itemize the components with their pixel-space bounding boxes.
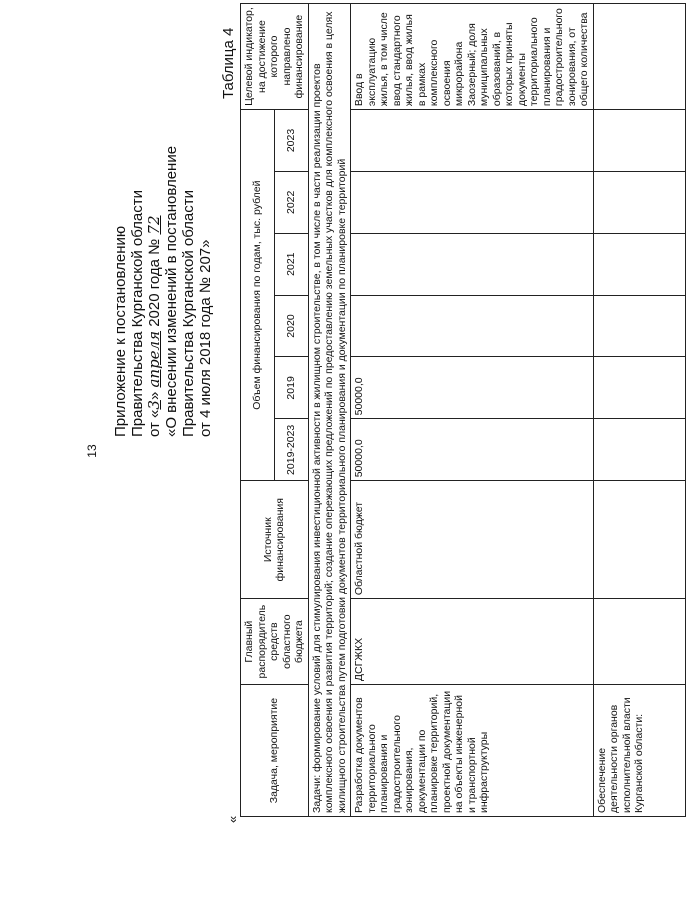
header-year: 2023 bbox=[274, 110, 308, 172]
cell-value bbox=[351, 233, 594, 295]
header-year: 2019-2023 bbox=[274, 419, 308, 481]
cell-value: 50000,0 bbox=[351, 357, 594, 419]
task-row: Задачи: формирование условий для стимулирования инвестиционной активности в жилищном строительстве, в том числе в части реализации проектов комплексного освоения и развития территорий; создание опережающих предложений по предоставлению земельных участков для комплексного освоения в целях жилищного строительства путем подготовки документов территориального планирования и документации по планировке территорий bbox=[308, 4, 351, 817]
cell-source bbox=[593, 481, 685, 599]
cell-indicator: Ввод в эксплуатацию жилья, в том числе ввод стандартного жилья, ввод жилья в рамках комплексного освоения микрорайона Заозерный; доля муниципальных образований, в которых приняты документы территориального планирования и градостроительного зонирования, от общего количества bbox=[351, 4, 594, 110]
table-caption: Таблица 4 bbox=[220, 27, 237, 99]
handwritten-number: 72 bbox=[145, 215, 163, 235]
handwritten-day: 3 bbox=[145, 400, 163, 410]
handwritten-month: апреля bbox=[145, 330, 163, 388]
cell-value bbox=[593, 357, 685, 419]
cell-value bbox=[351, 295, 594, 357]
opening-quote: « bbox=[225, 815, 240, 823]
header-line: от 4 июля 2018 года № 207» bbox=[197, 239, 214, 437]
cell-value bbox=[593, 233, 685, 295]
cell-value: 50000,0 bbox=[351, 419, 594, 481]
header-line: Приложение к постановлению bbox=[112, 225, 129, 437]
header-manager: Главный распорядитель средств областного бюджета bbox=[241, 599, 309, 685]
table-row bbox=[351, 4, 594, 817]
header-line-date: от «3» апреля 2020 года № 72 bbox=[145, 215, 163, 437]
header-volume: Объем финансирования по годам, тыс. рублей bbox=[241, 110, 275, 481]
financing-table bbox=[240, 3, 686, 817]
header-year: 2021 bbox=[274, 233, 308, 295]
cell-task: Разработка документов территориального планирования и градостроительного зонирования, документации по планировке территорий, проектной документации на объекты инженерной и транспортной инфраструктуры bbox=[351, 685, 594, 817]
table-row bbox=[593, 4, 685, 817]
header-line: Правительства Курганской области bbox=[129, 189, 146, 437]
cell-value bbox=[593, 171, 685, 233]
cell-manager: ДСГЖКХ bbox=[351, 599, 594, 685]
header-indicator: Целевой индикатор, на достижение которого направлено финансирование bbox=[241, 4, 309, 110]
appendix-header bbox=[112, 77, 214, 437]
header-year: 2020 bbox=[274, 295, 308, 357]
cell-value bbox=[593, 295, 685, 357]
cell-value bbox=[351, 171, 594, 233]
header-source: Источник финансирования bbox=[241, 481, 309, 599]
header-line: Правительства Курганской области bbox=[180, 189, 197, 437]
cell-indicator bbox=[593, 4, 685, 110]
cell-manager bbox=[593, 599, 685, 685]
cell-value bbox=[593, 110, 685, 172]
page-number: 13 bbox=[85, 444, 99, 458]
cell-value bbox=[351, 110, 594, 172]
cell-value bbox=[593, 419, 685, 481]
header-task: Задача, мероприятие bbox=[241, 685, 309, 817]
header-year: 2019 bbox=[274, 357, 308, 419]
header-line: «О внесении изменений в постановление bbox=[163, 145, 180, 437]
header-year: 2022 bbox=[274, 171, 308, 233]
cell-source: Областной бюджет bbox=[351, 481, 594, 599]
cell-task: Обеспечение деятельности органов исполнительной власти Курганской области: bbox=[593, 685, 685, 817]
